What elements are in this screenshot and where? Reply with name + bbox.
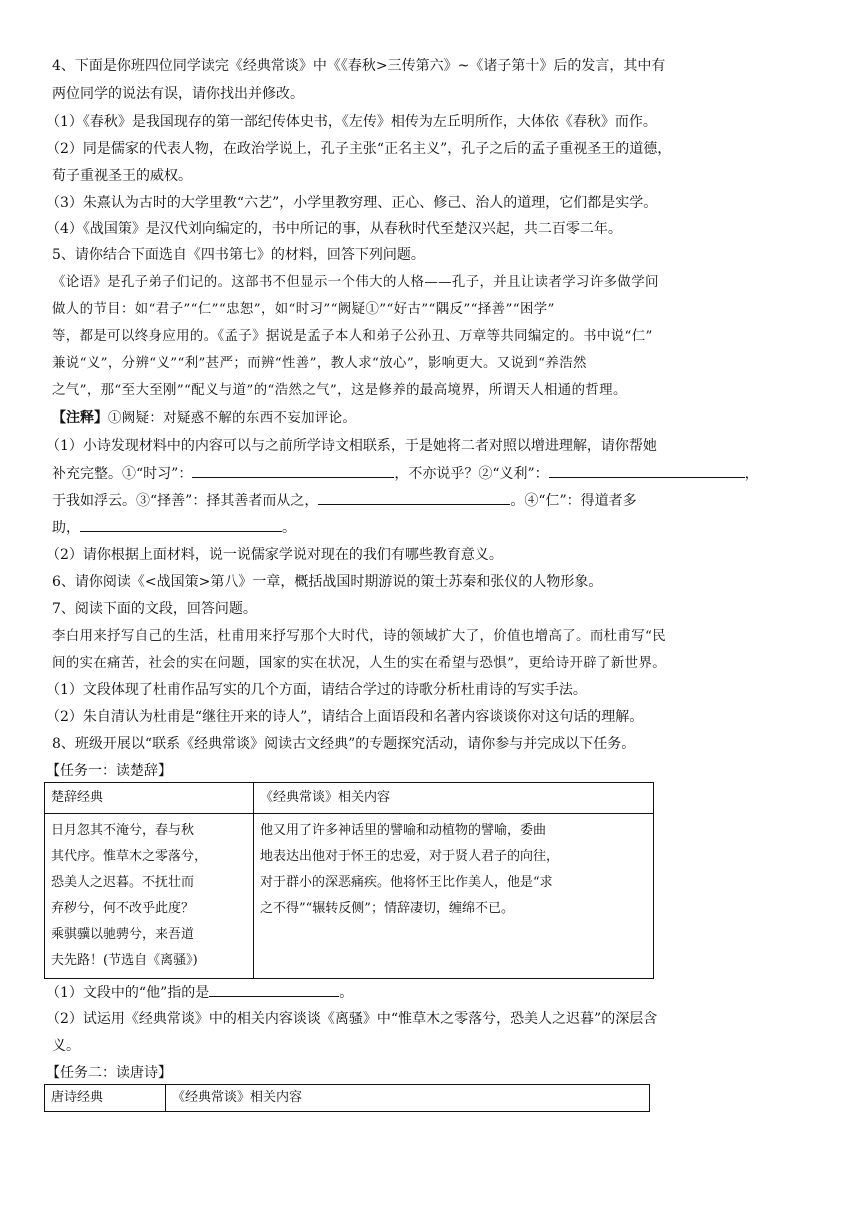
- q5-part1-line1: （1）小诗发现材料中的内容可以与之前所学诗文相联系，于是她将二者对照以增进理解，请你帮她: [46, 438, 657, 454]
- q8-task2-heading: 【任务二：读唐诗】: [46, 1065, 172, 1081]
- q7-material-line1: 李白用来抒写自己的生活，杜甫用来抒写那个大时代，诗的领域扩大了，价值也增高了。而杜甫写“民: [52, 629, 667, 644]
- task1-classic-text: [45, 814, 254, 979]
- q8-blank-1[interactable]: [209, 982, 339, 997]
- q4-statement-2b: 荀子重视圣王的威权。: [52, 168, 192, 184]
- related-line: 地表达出他对于怀王的忠爱，对于贤人君子的向往，: [260, 849, 560, 864]
- related-line: 之不得”“辗转反侧”；情辞凄切，缠绵不已。: [260, 901, 514, 916]
- q5-material-line4: 兼说“义”，分辨“义”“利”甚严；而辨“性善”，教人求“放心”，影响更大。又说到“养浩然: [52, 356, 587, 371]
- q4-statement-4: （4）《战国策》是汉代刘向编定的，书中所记的事，从春秋时代至楚汉兴起，共二百零二年。: [46, 221, 622, 237]
- q5-blank-3[interactable]: [318, 490, 510, 505]
- q4-intro-line2: 两位同学的说法有误，请你找出并修改。: [52, 86, 304, 102]
- q5-note: [52, 408, 356, 429]
- task1-table: [44, 782, 654, 979]
- q8-task1-heading: 【任务一：读楚辞】: [46, 763, 172, 779]
- classic-line: 恐美人之迟暮。不抚壮而: [51, 875, 195, 890]
- q5-note-text: ①阙疑：对疑惑不解的东西不妄加评论。: [108, 411, 357, 426]
- q5-blank-2[interactable]: [549, 463, 745, 478]
- q5-fill-label-3: 于我如浮云。③“择善”：择其善者而从之，: [52, 493, 319, 509]
- q7-material-line2: 间的实在痛苦，社会的实在问题，国家的实在状况，人生的实在希望与恐惧”，更给诗开辟了新世界。: [52, 656, 667, 671]
- related-line: 对于群小的深恶痛疾。他将怀王比作美人，他是“求: [260, 875, 553, 890]
- q5-blank-1[interactable]: [192, 463, 394, 478]
- q5-intro: 5、请你结合下面选自《四书第七》的材料，回答下列问题。: [52, 247, 425, 263]
- q4-statement-2a: （2）同是儒家的代表人物，在政治学说上，孔子主张“正名主义”，孔子之后的孟子重视圣王的道德，: [46, 141, 672, 157]
- q8-part1: [46, 982, 353, 1003]
- q5-material-line3: 等，都是可以终身应用的。《孟子》据说是孟子本人和弟子公孙丑、万章等共同编定的。书中说“仁”: [52, 329, 653, 344]
- q5-part1-line2: [52, 463, 759, 484]
- q5-fill-label-5: 助，: [52, 520, 80, 536]
- q5-material-line5: 之气”，那“至大至刚”“配义与道”的“浩然之气”，这是修养的最高境界，所谓天人相通的哲理。: [52, 383, 627, 398]
- task2-table: [44, 1084, 650, 1112]
- classic-line: 日月忽其不淹兮，春与秋: [51, 823, 195, 838]
- q7-intro: 7、阅读下面的文段，回答问题。: [52, 601, 257, 617]
- q5-material-line2: 做人的节目：如“君子”“仁”“忠恕”，如“时习”“阙疑①”“好古”“隅反”“择善”“困学”: [52, 302, 555, 317]
- q5-material-line1: 《论语》是孔子弟子们记的。这部书不但显示一个伟大的人格——孔子，并且让读者学习许多做学问: [52, 275, 659, 290]
- q7-part2: （2）朱自清认为杜甫是“继往开来的诗人”，请结合上面语段和名著内容谈谈你对这句话的理解。: [46, 709, 644, 725]
- classic-line: 夫先路！(节选自《离骚》): [51, 953, 198, 968]
- q5-fill-label-2: ，不亦说乎？②“义利”：: [394, 466, 549, 482]
- related-line: 他又用了许多神话里的譬喻和动植物的譬喻，委曲: [260, 823, 547, 838]
- task2-header-related: 《经典常谈》相关内容: [166, 1085, 650, 1112]
- q5-note-label: 【注释】: [52, 410, 108, 426]
- q5-part1-line4: [52, 517, 296, 538]
- q7-part1: （1）文段体现了杜甫作品写实的几个方面，请结合学过的诗歌分析杜甫诗的写实手法。: [46, 682, 587, 698]
- q5-fill-label-4: 。④“仁”：得道者多: [510, 493, 637, 509]
- q4-statement-3: （3）朱熹认为古时的大学里教“六艺”，小学里教穷理、正心、修己、治人的道理，它们都是实学。: [46, 195, 658, 211]
- q8-intro: 8、班级开展以“联系《经典常谈》阅读古文经典”的专题探究活动，请你参与并完成以下任务。: [52, 736, 636, 752]
- task1-header-classic: 楚辞经典: [45, 783, 254, 814]
- task1-related-text: [254, 814, 654, 979]
- q5-part1-line3: [52, 490, 637, 511]
- q6-text: 6、请你阅读《<战国策>第八》一章，概括战国时期游说的策士苏秦和张仪的人物形象。: [52, 574, 603, 590]
- task1-header-related: 《经典常谈》相关内容: [254, 783, 654, 814]
- q4-intro-line1: 4、下面是你班四位同学读完《经典常谈》中《《春秋>三传第六》~《诸子第十》后的发言，其中有: [52, 58, 666, 74]
- q5-fill-comma: ，: [744, 466, 759, 482]
- q8-part2-line2: 义。: [52, 1038, 80, 1054]
- q8-part2-line1: （2）试运用《经典常谈》中的相关内容谈谈《离骚》中“惟草木之零落兮，恐美人之迟暮”的深层含: [46, 1011, 658, 1027]
- q8-part1-text: （1）文段中的“他”指的是: [46, 985, 210, 1001]
- q4-statement-1: （1）《春秋》是我国现存的第一部纪传体史书，《左传》相传为左丘明所作，大体依《春秋》而作。: [46, 114, 657, 130]
- q5-part2: （2）请你根据上面材料，说一说儒家学说对现在的我们有哪些教育意义。: [46, 547, 503, 563]
- classic-line: 其代序。惟草木之零落兮，: [51, 849, 208, 864]
- classic-line: 弃秽兮，何不改乎此度？: [51, 901, 195, 916]
- classic-line: 乘骐骥以驰骋兮，来吾道: [51, 927, 195, 942]
- task2-header-classic: 唐诗经典: [45, 1085, 166, 1112]
- q5-fill-label-1: 补充完整。①“时习”：: [52, 466, 193, 482]
- q5-fill-end: 。: [282, 520, 296, 536]
- q8-part1-end: 。: [339, 985, 354, 1001]
- q5-blank-4[interactable]: [80, 517, 282, 532]
